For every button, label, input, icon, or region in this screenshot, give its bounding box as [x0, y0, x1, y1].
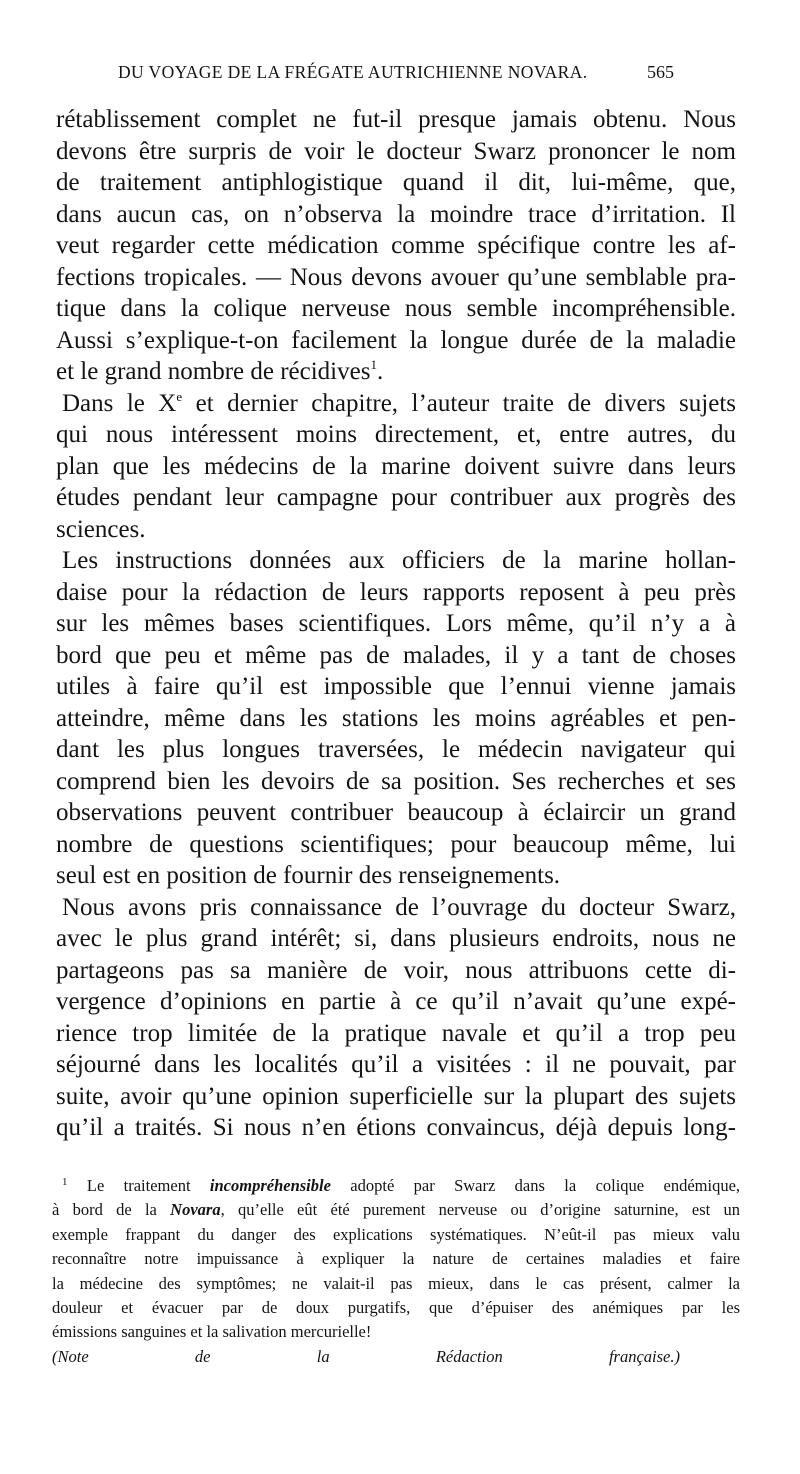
- text-line: plan que les médecins de la marine doivent suivre dans leurs: [56, 452, 736, 480]
- text-line: devons être surpris de voir le docteur Swarz prononcer le nom: [56, 137, 736, 165]
- running-head: [118, 62, 674, 92]
- text-line: de traitement antiphlogistique quand il dit, lui-même, que,: [56, 169, 736, 196]
- superscript-e: e: [176, 388, 183, 404]
- text-line: partageons pas sa manière de voir, nous attribuons cette di-: [56, 956, 736, 984]
- text-line: seul est en position de fournir des renseignements.: [56, 862, 561, 889]
- text-line: fections tropicales. — Nous devons avouer qu’une semblable pra-: [56, 263, 736, 291]
- text-fragment: et le grand nombre de récidives: [56, 358, 371, 385]
- text-line: séjourné dans les localités qu’il a visitées : il ne pouvait, par: [56, 1051, 736, 1078]
- footnote: [52, 1174, 740, 1369]
- text-line: avec le plus grand intérêt; si, dans plusieurs endroits, nous ne: [56, 925, 736, 952]
- footnote-marker: 1: [62, 1176, 68, 1188]
- text-line: bord que peu et même pas de malades, il y a tant de choses: [56, 641, 736, 669]
- text-line: comprend bien les devoirs de sa position. Ses recherches et ses: [56, 767, 736, 795]
- text-line: rience trop limitée de la pratique navale et qu’il a trop peu: [56, 1019, 736, 1047]
- text-line: dant les plus longues traversées, le médecin navigateur qui: [56, 736, 736, 763]
- footnote-line: douleur et évacuer par de doux purgatifs, que d’épuiser des anémiques par les: [52, 1297, 740, 1317]
- footnote-line: émissions sanguines et la salivation mercurielle!: [52, 1322, 372, 1342]
- footnote-text: , qu’elle eût été purement nerveuse ou d’origine saturnine, est un: [220, 1200, 740, 1220]
- footnote-text: adopté par Swarz dans la colique endémique,: [350, 1176, 741, 1195]
- text-line: qui nous intéressent moins directement, et, entre autres, du: [56, 421, 736, 448]
- footnote-line: exemple frappant du danger des explications systématiques. N’eût-il pas mieux valu: [52, 1224, 740, 1244]
- text-line: [56, 356, 736, 388]
- page-number: 565: [647, 62, 674, 82]
- text-line: tique dans la colique nerveuse nous semble incompréhensible.: [56, 295, 736, 322]
- text-line: Les instructions données aux officiers de la marine hollan-: [62, 547, 736, 574]
- footnote-signature: (Note de la Rédaction française.): [52, 1346, 680, 1366]
- text-line: vergence d’opinions en partie à ce qu’il n’avait qu’une expé-: [56, 988, 736, 1015]
- text-line: atteindre, même dans les stations les moins agréables et pen-: [56, 704, 736, 732]
- footnote-lead: Le traitement: [86, 1176, 191, 1195]
- text-line: veut regarder cette médication comme spécifique contre les af-: [56, 232, 736, 259]
- text-fragment: Dans le X: [62, 389, 177, 417]
- text-line: utiles à faire qu’il est impossible que l’ennui vienne jamais: [56, 673, 736, 700]
- text-line: Nous avons pris connaissance de l’ouvrage du docteur Swarz,: [62, 893, 736, 921]
- body-text: [56, 104, 736, 1144]
- ship-name: Novara: [170, 1200, 221, 1220]
- text-line: dans aucun cas, on n’observa la moindre trace d’irritation. Il: [56, 200, 736, 228]
- running-title: DU VOYAGE DE LA FRÉGATE AUTRICHIENNE NOVARA.: [118, 62, 588, 82]
- footnote-emphasis: incompréhensible: [209, 1176, 331, 1195]
- text-line: daise pour la rédaction de leurs rapports reposent à peu près: [56, 578, 736, 606]
- text-line: qu’il a traités. Si nous n’en étions convaincus, déjà depuis long-: [56, 1114, 736, 1141]
- footnote-line: [52, 1174, 740, 1198]
- sentence-period: .: [376, 358, 384, 385]
- text-line: sur les mêmes bases scientifiques. Lors même, qu’il n’y a à: [56, 610, 736, 637]
- text-line: [56, 388, 736, 420]
- text-line: nombre de questions scientifiques; pour beaucoup même, lui: [56, 830, 736, 858]
- footnote-reference: 1: [370, 357, 377, 372]
- footnote-line: reconnaître notre impuissance à expliquer la nature de certaines maladies et faire: [52, 1249, 740, 1269]
- text-line: suite, avoir qu’une opinion superficielle sur la plupart des sujets: [56, 1082, 736, 1110]
- text-line: rétablissement complet ne fut-il presque jamais obtenu. Nous: [56, 106, 736, 133]
- text-line: Aussi s’explique-t-on facilement la longue durée de la maladie: [56, 326, 736, 354]
- text-line: sciences.: [56, 515, 146, 543]
- text-fragment: et dernier chapitre, l’auteur traite de divers sujets: [195, 389, 736, 417]
- footnote-line: [52, 1198, 740, 1222]
- text-line: études pendant leur campagne pour contribuer aux progrès des: [56, 484, 736, 511]
- footnote-text: à bord de la: [52, 1200, 157, 1220]
- text-line: observations peuvent contribuer beaucoup à éclaircir un grand: [56, 799, 736, 826]
- footnote-line: la médecine des symptômes; ne valait-il pas mieux, dans le cas présent, calmer la: [52, 1273, 740, 1293]
